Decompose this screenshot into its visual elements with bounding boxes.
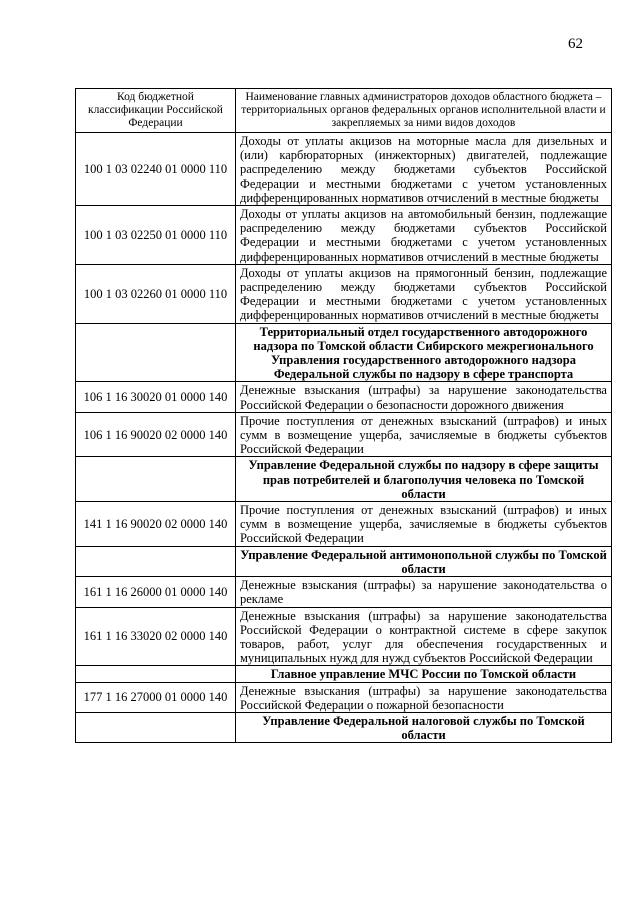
row-description: Денежные взыскания (штрафы) за нарушение законодательства о рекламе <box>236 577 612 607</box>
table-row <box>76 502 612 547</box>
row-code: 161 1 16 26000 01 0000 140 <box>76 577 236 607</box>
org-heading: Управление Федеральной антимонопольной службы по Томской области <box>236 546 612 576</box>
row-description: Денежные взыскания (штрафы) за нарушение законодательства Российской Федерации о пожарной безопасности <box>236 682 612 712</box>
org-heading: Управление Федеральной службы по надзору в сфере защиты прав потребителей и благополучия человека по Томской области <box>236 457 612 502</box>
page-number: 62 <box>568 36 583 52</box>
empty-code-cell <box>76 323 236 382</box>
table-header-row <box>76 89 612 133</box>
org-heading: Главное управление МЧС России по Томской области <box>236 666 612 682</box>
row-code: 100 1 03 02250 01 0000 110 <box>76 206 236 265</box>
table-row <box>76 382 612 412</box>
org-heading-row <box>76 323 612 382</box>
table-row <box>76 607 612 666</box>
budget-classification-table <box>75 88 612 743</box>
row-code: 106 1 16 30020 01 0000 140 <box>76 382 236 412</box>
table-row <box>76 682 612 712</box>
org-heading-row <box>76 712 612 742</box>
table-row <box>76 264 612 323</box>
org-heading-row <box>76 457 612 502</box>
row-description: Доходы от уплаты акцизов на автомобильный бензин, подлежащие распределению между бюджетами субъектов Российской Федерации и местными бюджетами с учетом установленных дифференцированных нормативов отчислений в местные бюджеты <box>236 206 612 265</box>
row-code: 100 1 03 02260 01 0000 110 <box>76 264 236 323</box>
org-heading-row <box>76 666 612 682</box>
row-description: Денежные взыскания (штрафы) за нарушение законодательства Российской Федерации о безопасности дорожного движения <box>236 382 612 412</box>
table-row <box>76 133 612 206</box>
row-description: Прочие поступления от денежных взысканий (штрафов) и иных сумм в возмещение ущерба, зачисляемые в бюджеты субъектов Российской Федерации <box>236 502 612 547</box>
row-code: 100 1 03 02240 01 0000 110 <box>76 133 236 206</box>
row-description: Доходы от уплаты акцизов на прямогонный бензин, подлежащие распределению между бюджетами субъектов Российской Федерации и местными бюджетами с учетом установленных дифференцированных нормативов отчислений в местные бюджеты <box>236 264 612 323</box>
empty-code-cell <box>76 457 236 502</box>
empty-code-cell <box>76 712 236 742</box>
org-heading: Управление Федеральной налоговой службы по Томской области <box>236 712 612 742</box>
row-code: 106 1 16 90020 02 0000 140 <box>76 412 236 457</box>
row-description: Денежные взыскания (штрафы) за нарушение законодательства Российской Федерации о контрактной системе в сфере закупок товаров, работ, услуг для обеспечения государственных и муниципальных нужд для нужд субъектов Российской Федерации <box>236 607 612 666</box>
table-row <box>76 577 612 607</box>
table-row <box>76 206 612 265</box>
row-code: 141 1 16 90020 02 0000 140 <box>76 502 236 547</box>
row-description: Прочие поступления от денежных взысканий (штрафов) и иных сумм в возмещение ущерба, зачисляемые в бюджеты субъектов Российской Федерации <box>236 412 612 457</box>
header-name: Наименование главных администраторов доходов областного бюджета – территориальных органов федеральных органов исполнительной власти и закрепляемых за ними видов доходов <box>236 89 612 133</box>
empty-code-cell <box>76 546 236 576</box>
row-code: 161 1 16 33020 02 0000 140 <box>76 607 236 666</box>
row-description: Доходы от уплаты акцизов на моторные масла для дизельных и (или) карбюраторных (инжекторных) двигателей, подлежащие распределению между бюджетами субъектов Российской Федерации и местными бюджетами с учетом установленных дифференцированных нормативов отчислений в местные бюджеты <box>236 133 612 206</box>
empty-code-cell <box>76 666 236 682</box>
header-code: Код бюджетной классификации Российской Федерации <box>76 89 236 133</box>
table-row <box>76 412 612 457</box>
org-heading-row <box>76 546 612 576</box>
org-heading: Территориальный отдел государственного автодорожного надзора по Томской области Сибирского межрегионального Управления государственного автодорожного надзора Федеральной службы по надзору в сфере транспорта <box>236 323 612 382</box>
row-code: 177 1 16 27000 01 0000 140 <box>76 682 236 712</box>
